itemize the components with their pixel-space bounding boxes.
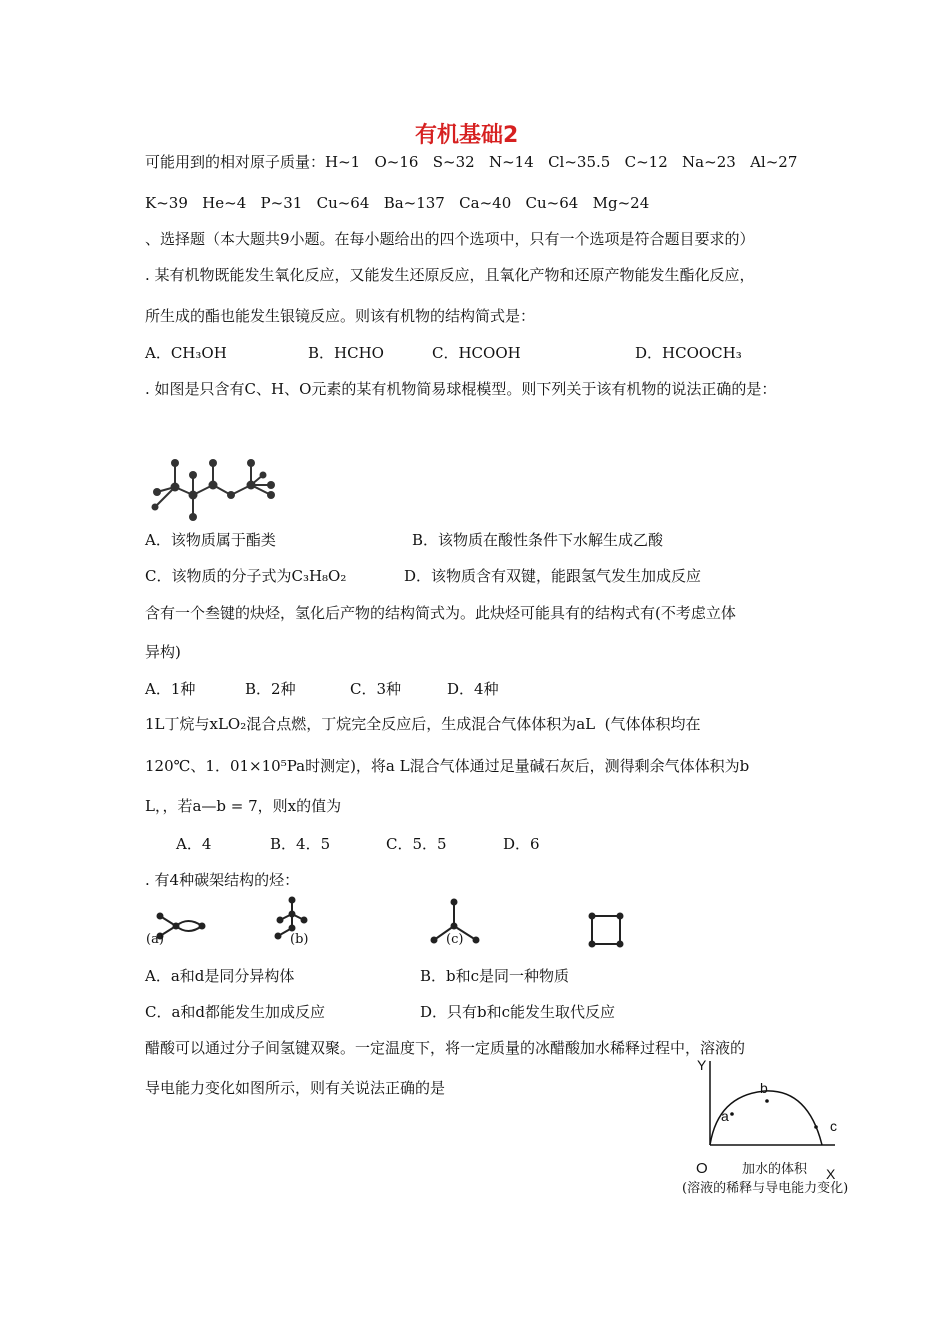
page-title: 有机基础2 <box>415 123 519 148</box>
q5-option-d: D．只有b和c能发生取代反应 <box>420 1003 616 1021</box>
point-c <box>814 1125 818 1129</box>
q1-stem-line-2: 所生成的酯也能发生银镜反应。则该有机物的结构简式是： <box>145 307 536 325</box>
q3-option-d: D．4种 <box>447 680 499 698</box>
q3-stem-line-2: 异构) <box>145 643 181 661</box>
q1-option-c: C．HCOOH <box>432 344 521 362</box>
q3-option-a: A．1种 <box>145 680 196 698</box>
graph-caption: (溶液的稀释与导电能力变化) <box>682 1181 849 1196</box>
q4-stem-line-2: 120℃、1．01×10⁵Pa时测定)，将a L混合气体通过足量碱石灰后，测得剩余气体体积为b <box>145 757 750 775</box>
atomic-masses-line-1: 可能用到的相对原子质量：H~1 O~16 S~32 N~14 Cl~35.5 C~12 Na~23 Al~27 <box>145 153 798 171</box>
carbon-skeleton-label-a: (a) <box>146 932 164 947</box>
q4-option-b: B．4．5 <box>270 835 331 853</box>
q2-option-c: C．该物质的分子式为C₃H₈O₂ <box>145 567 347 585</box>
graph-point-b-label: b <box>760 1080 768 1096</box>
q3-stem-line-1: 含有一个叁键的炔烃，氢化后产物的结构简式为。此炔烃可能具有的结构式有(不考虑立体 <box>145 604 736 622</box>
point-a <box>730 1112 734 1116</box>
q6-stem-line-2: 导电能力变化如图所示，则有关说法正确的是 <box>145 1079 446 1097</box>
section-header: 、选择题（本大题共9小题。在每小题给出的四个选项中，只有一个选项是符合题目要求的） <box>145 230 755 248</box>
carbon-skeleton-label-b: (b) <box>290 932 309 947</box>
q2-option-d: D．该物质含有双键，能跟氢气发生加成反应 <box>404 567 702 585</box>
carbon-skeleton-label-c: (c) <box>446 932 464 947</box>
q1-option-b: B．HCHO <box>308 344 384 362</box>
q3-option-b: B．2种 <box>245 680 296 698</box>
ball-stick-model <box>145 455 285 525</box>
q5-stem: . 有4种碳架结构的烃： <box>145 871 300 889</box>
graph-y-label: Y <box>697 1057 707 1073</box>
atomic-masses-line-2: K~39 He~4 P~31 Cu~64 Ba~137 Ca~40 Cu~64 Mg~24 <box>145 194 650 212</box>
graph-origin-label: O <box>696 1160 708 1177</box>
q4-option-a: A．4 <box>176 835 212 853</box>
q2-stem: . 如图是只含有C、H、O元素的某有机物简易球棍模型。则下列关于该有机物的说法正确的是： <box>145 380 777 398</box>
graph-x-label: X <box>826 1166 836 1182</box>
carbon-skeleton-d <box>586 910 626 950</box>
graph-x-axis-title: 加水的体积 <box>742 1162 808 1177</box>
q4-stem-line-3: L，，若a—b = 7，则x的值为 <box>145 797 342 815</box>
q4-stem-line-1: 1L丁烷与xLO₂混合点燃，丁烷完全反应后，生成混合气体体积为aL (气体体积均在 <box>145 715 701 733</box>
q1-option-d: D．HCOOCH₃ <box>635 344 742 362</box>
q4-option-d: D．6 <box>503 835 540 853</box>
point-b <box>765 1099 769 1103</box>
q6-stem-line-1: 醋酸可以通过分子间氢键双聚。一定温度下，将一定质量的冰醋酸加水稀释过程中，溶液的 <box>145 1039 746 1057</box>
q5-option-c: C．a和d都能发生加成反应 <box>145 1003 326 1021</box>
q2-option-b: B．该物质在酸性条件下水解生成乙酸 <box>412 531 664 549</box>
q1-stem-line-1: . 某有机物既能发生氧化反应，又能发生还原反应，且氧化产物和还原产物能发生酯化反应， <box>145 266 755 284</box>
q3-option-c: C．3种 <box>350 680 402 698</box>
graph-point-a-label: a <box>721 1108 729 1124</box>
q1-option-a: A．CH₃OH <box>145 344 227 362</box>
q5-option-b: B．b和c是同一种物质 <box>420 967 570 985</box>
q4-option-c: C．5．5 <box>386 835 447 853</box>
q5-option-a: A．a和d是同分异构体 <box>145 967 295 985</box>
graph-point-c-label: c <box>830 1118 837 1134</box>
q2-option-a: A．该物质属于酯类 <box>145 531 276 549</box>
conductivity-graph <box>690 1055 850 1155</box>
